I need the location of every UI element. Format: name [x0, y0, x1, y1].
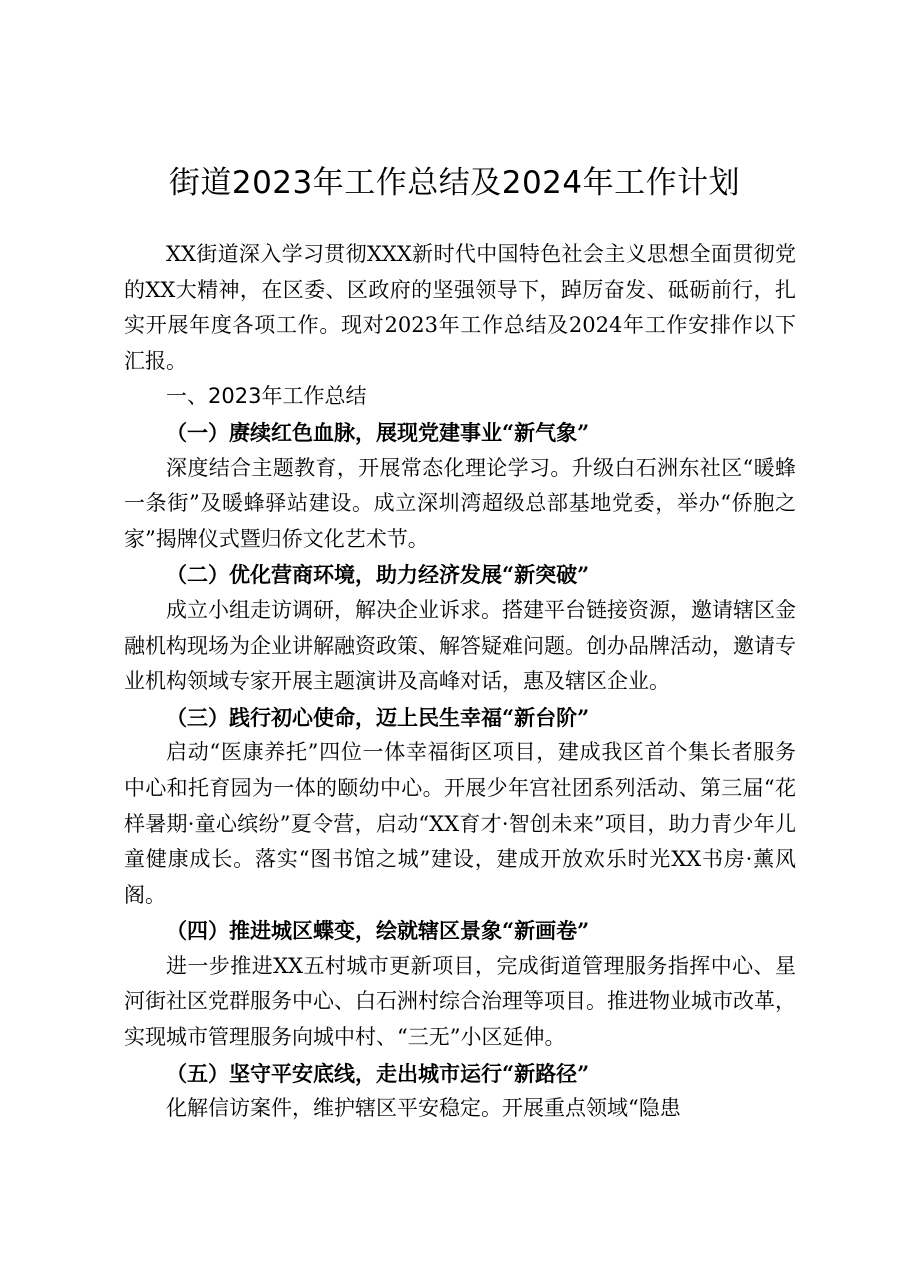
document-body [124, 237, 796, 1127]
subsection-paragraph-4: 进一步推进XX五村城市更新项目，完成街道管理服务指挥中心、星河街社区党群服务中心、白石洲村综合治理等项目。推进物业城市改革，实现城市管理服务向城中村、“三无”小区延伸。 [124, 953, 796, 1050]
subsection-paragraph-3: 启动“医康养托”四位一体幸福街区项目，建成我区首个集长者服务中心和托育园为一体的颐幼中心。开展少年宫社团系列活动、第三届“花样暑期·童心缤纷”夏令营，启动“XX育才·智创未来”项目，助力青少年儿童健康成长。落实“图书馆之城”建设，建成开放欢乐时光XX书房·薰风阁。 [124, 740, 796, 907]
subsection-heading-5: （五）坚守平安底线，走出城市运行“新路径” [166, 1060, 590, 1086]
document-title: 街道2023年工作总结及2024年工作计划 [168, 165, 741, 201]
subsection-heading-3: （三）践行初心使命，迈上民生幸福“新台阶” [166, 704, 590, 730]
subsection-heading-2: （二）优化营商环境，助力经济发展“新突破” [166, 562, 590, 588]
intro-paragraph: XX街道深入学习贯彻XXX新时代中国特色社会主义思想全面贯彻党的XX大精神，在区委、区政府的坚强领导下，踔厉奋发、砥砺前行，扎实开展年度各项工作。现对2023年工作总结及2024年工作安排作以下汇报。 [124, 242, 796, 373]
subsection-heading-4: （四）推进城区蝶变，绘就辖区景象“新画卷” [166, 918, 590, 944]
subsection-paragraph-1: 深度结合主题教育，开展常态化理论学习。升级白石洲东社区“暖蜂一条街”及暖蜂驿站建设。成立深圳湾超级总部基地党委，举办“侨胞之家”揭牌仪式暨归侨文化艺术节。 [124, 455, 796, 551]
subsection-paragraph-5: 化解信访案件，维护辖区平安稳定。开展重点领域“隐患 [166, 1096, 681, 1121]
subsection-heading-1: （一）赓续红色血脉，展现党建事业“新气象” [166, 419, 590, 445]
subsection-paragraph-2: 成立小组走访调研，解决企业诉求。搭建平台链接资源，邀请辖区金融机构现场为企业讲解融资政策、解答疑难问题。创办品牌活动，邀请专业机构领域专家开展主题演讲及高峰对话，惠及辖区企业。 [124, 597, 796, 694]
section-heading-summary: 一、2023年工作总结 [166, 384, 367, 409]
